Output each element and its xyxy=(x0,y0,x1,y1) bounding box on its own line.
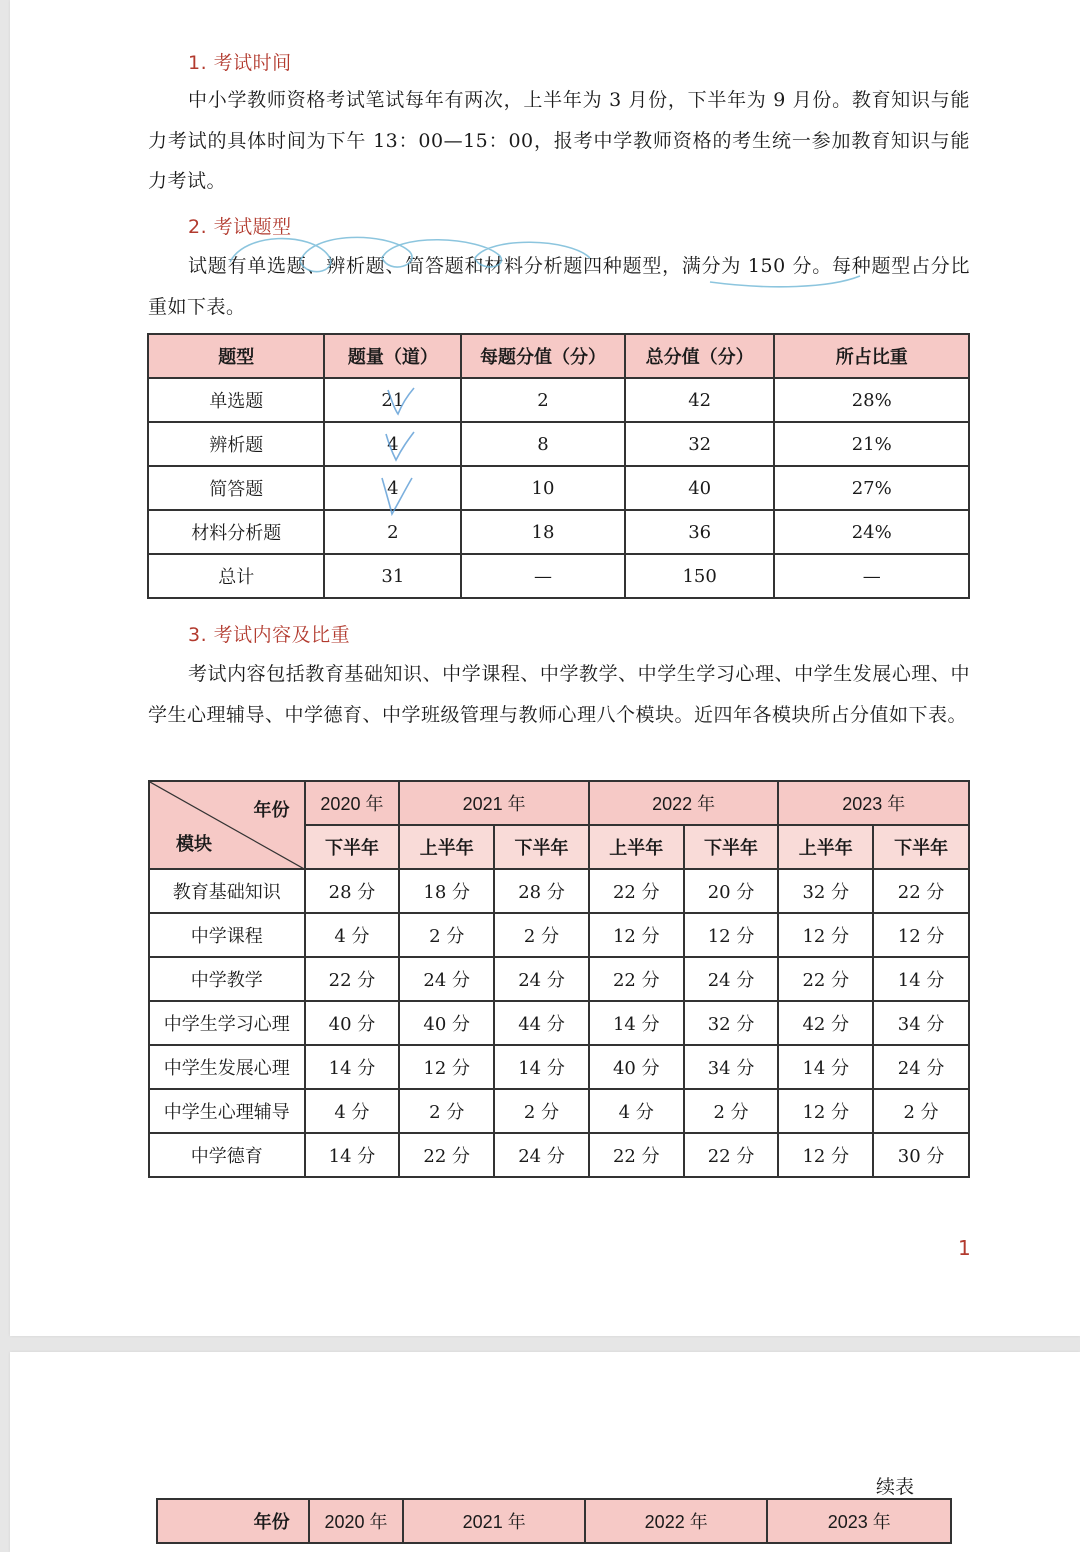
module-name-cell: 中学德育 xyxy=(149,1133,305,1177)
column-header: 题量（道） xyxy=(324,334,461,378)
score-cell: 14 分 xyxy=(589,1001,684,1045)
table-cell: 单选题 xyxy=(148,378,324,422)
year-header: 2021 年 xyxy=(403,1499,585,1543)
score-cell: 22 分 xyxy=(873,869,969,913)
table-cell: 27% xyxy=(774,466,969,510)
table-cell: 8 xyxy=(461,422,625,466)
half-year-header: 下半年 xyxy=(873,825,969,869)
table-cell: 18 xyxy=(461,510,625,554)
table-cell: 31 xyxy=(324,554,461,598)
table-cell: 材料分析题 xyxy=(148,510,324,554)
table-cell: 简答题 xyxy=(148,466,324,510)
half-year-header: 上半年 xyxy=(778,825,873,869)
score-cell: 22 分 xyxy=(305,957,400,1001)
table-header-row xyxy=(148,334,969,378)
year-header: 2022 年 xyxy=(589,781,779,825)
corner-label-year: 年份 xyxy=(157,1499,309,1543)
table-cell: 21% xyxy=(774,422,969,466)
module-score-rows xyxy=(149,869,969,1177)
section-heading-exam-time: 1. 考试时间 xyxy=(188,52,292,74)
half-year-header: 上半年 xyxy=(589,825,684,869)
table-row xyxy=(148,554,969,598)
score-cell: 44 分 xyxy=(494,1001,589,1045)
half-year-header: 下半年 xyxy=(684,825,779,869)
score-cell: 12 分 xyxy=(778,913,873,957)
score-cell: 22 分 xyxy=(778,957,873,1001)
table-row xyxy=(149,1089,969,1133)
score-cell: 14 分 xyxy=(305,1133,400,1177)
module-name-cell: 中学课程 xyxy=(149,913,305,957)
page-2 xyxy=(10,1352,1080,1552)
score-cell: 22 分 xyxy=(684,1133,779,1177)
score-cell: 2 分 xyxy=(684,1089,779,1133)
score-cell: 24 分 xyxy=(873,1045,969,1089)
column-header: 总分值（分） xyxy=(625,334,775,378)
table-cell: 辨析题 xyxy=(148,422,324,466)
table-cell: 21 xyxy=(324,378,461,422)
table-cell: 42 xyxy=(625,378,775,422)
module-score-table xyxy=(148,780,970,1178)
score-cell: 14 分 xyxy=(305,1045,400,1089)
module-name-cell: 中学教学 xyxy=(149,957,305,1001)
score-cell: 32 分 xyxy=(684,1001,779,1045)
score-cell: 2 分 xyxy=(494,913,589,957)
table-row xyxy=(148,422,969,466)
paragraph-question-types: 试题有单选题、辨析题、简答题和材料分析题四种题型，满分为 150 分。每种题型占分比重如下表。 xyxy=(148,255,970,318)
score-cell: 14 分 xyxy=(873,957,969,1001)
column-header: 每题分值（分） xyxy=(461,334,625,378)
year-header: 2023 年 xyxy=(778,781,969,825)
table-cell: 40 xyxy=(625,466,775,510)
table-cell: 32 xyxy=(625,422,775,466)
score-cell: 12 分 xyxy=(684,913,779,957)
year-header: 2020 年 xyxy=(309,1499,404,1543)
score-cell: 22 分 xyxy=(589,869,684,913)
table-cell: 10 xyxy=(461,466,625,510)
year-header: 2020 年 xyxy=(305,781,400,825)
table-row xyxy=(148,466,969,510)
score-cell: 28 分 xyxy=(305,869,400,913)
table-cell: 36 xyxy=(625,510,775,554)
section-heading-question-types: 2. 考试题型 xyxy=(188,216,292,238)
corner-label-year: 年份 xyxy=(253,800,290,821)
score-cell: 24 分 xyxy=(399,957,494,1001)
score-cell: 42 分 xyxy=(778,1001,873,1045)
question-type-table xyxy=(147,333,970,599)
score-cell: 12 分 xyxy=(778,1133,873,1177)
half-year-header: 上半年 xyxy=(399,825,494,869)
table-cell: 4 xyxy=(324,466,461,510)
table-row xyxy=(148,378,969,422)
half-year-header: 下半年 xyxy=(494,825,589,869)
page-number: 1 xyxy=(958,1236,971,1260)
score-cell: 4 分 xyxy=(305,1089,400,1133)
module-name-cell: 中学生学习心理 xyxy=(149,1001,305,1045)
score-cell: 34 分 xyxy=(684,1045,779,1089)
continued-label: 续表 xyxy=(876,1476,915,1498)
score-cell: 4 分 xyxy=(589,1089,684,1133)
continued-table-header xyxy=(156,1498,952,1544)
score-cell: 40 分 xyxy=(305,1001,400,1045)
score-cell: 28 分 xyxy=(494,869,589,913)
score-cell: 14 分 xyxy=(494,1045,589,1089)
score-cell: 24 分 xyxy=(684,957,779,1001)
table-row xyxy=(149,913,969,957)
table-cell: — xyxy=(461,554,625,598)
section-heading-exam-content: 3. 考试内容及比重 xyxy=(188,624,351,646)
score-cell: 12 分 xyxy=(399,1045,494,1089)
table-cell: 150 xyxy=(625,554,775,598)
table-cell: 24% xyxy=(774,510,969,554)
score-cell: 2 分 xyxy=(873,1089,969,1133)
table-cell: 2 xyxy=(461,378,625,422)
table-row xyxy=(148,510,969,554)
score-cell: 32 分 xyxy=(778,869,873,913)
table-row xyxy=(149,1133,969,1177)
score-cell: 12 分 xyxy=(589,913,684,957)
column-header: 题型 xyxy=(148,334,324,378)
table-cell: 总计 xyxy=(148,554,324,598)
table-cell: 28% xyxy=(774,378,969,422)
column-header: 所占比重 xyxy=(774,334,969,378)
year-header: 2021 年 xyxy=(399,781,589,825)
score-cell: 2 分 xyxy=(494,1089,589,1133)
score-cell: 2 分 xyxy=(399,913,494,957)
score-cell: 20 分 xyxy=(684,869,779,913)
corner-label-module: 模块 xyxy=(176,834,212,855)
module-name-cell: 教育基础知识 xyxy=(149,869,305,913)
table-row xyxy=(149,1045,969,1089)
table-corner-cell xyxy=(149,781,305,869)
table-row xyxy=(149,1001,969,1045)
table-cell: — xyxy=(774,554,969,598)
score-cell: 40 分 xyxy=(399,1001,494,1045)
score-cell: 24 分 xyxy=(494,957,589,1001)
score-cell: 4 分 xyxy=(305,913,400,957)
table-row xyxy=(149,957,969,1001)
score-cell: 22 分 xyxy=(399,1133,494,1177)
table-header-row xyxy=(157,1499,951,1543)
score-cell: 12 分 xyxy=(873,913,969,957)
score-cell: 12 分 xyxy=(778,1089,873,1133)
score-cell: 24 分 xyxy=(494,1133,589,1177)
score-cell: 14 分 xyxy=(778,1045,873,1089)
year-header: 2022 年 xyxy=(585,1499,768,1543)
table-header-row xyxy=(149,781,969,825)
half-year-header: 下半年 xyxy=(305,825,400,869)
table-cell: 2 xyxy=(324,510,461,554)
score-cell: 40 分 xyxy=(589,1045,684,1089)
paragraph-exam-content: 考试内容包括教育基础知识、中学课程、中学教学、中学生学习心理、中学生发展心理、中学生心理辅导、中学德育、中学班级管理与教师心理八个模块。近四年各模块所占分值如下表。 xyxy=(148,663,970,726)
score-cell: 22 分 xyxy=(589,957,684,1001)
score-cell: 18 分 xyxy=(399,869,494,913)
module-name-cell: 中学生心理辅导 xyxy=(149,1089,305,1133)
score-cell: 2 分 xyxy=(399,1089,494,1133)
year-header: 2023 年 xyxy=(767,1499,951,1543)
module-name-cell: 中学生发展心理 xyxy=(149,1045,305,1089)
table-cell: 4 xyxy=(324,422,461,466)
score-cell: 34 分 xyxy=(873,1001,969,1045)
page-1 xyxy=(10,0,1080,1336)
score-cell: 30 分 xyxy=(873,1133,969,1177)
score-cell: 22 分 xyxy=(589,1133,684,1177)
table-row xyxy=(149,869,969,913)
paragraph-exam-time: 中小学教师资格考试笔试每年有两次，上半年为 3 月份，下半年为 9 月份。教育知识与能力考试的具体时间为下午 13：00—15：00，报考中学教师资格的考生统一参加教育知识与能力考试。 xyxy=(148,89,970,192)
